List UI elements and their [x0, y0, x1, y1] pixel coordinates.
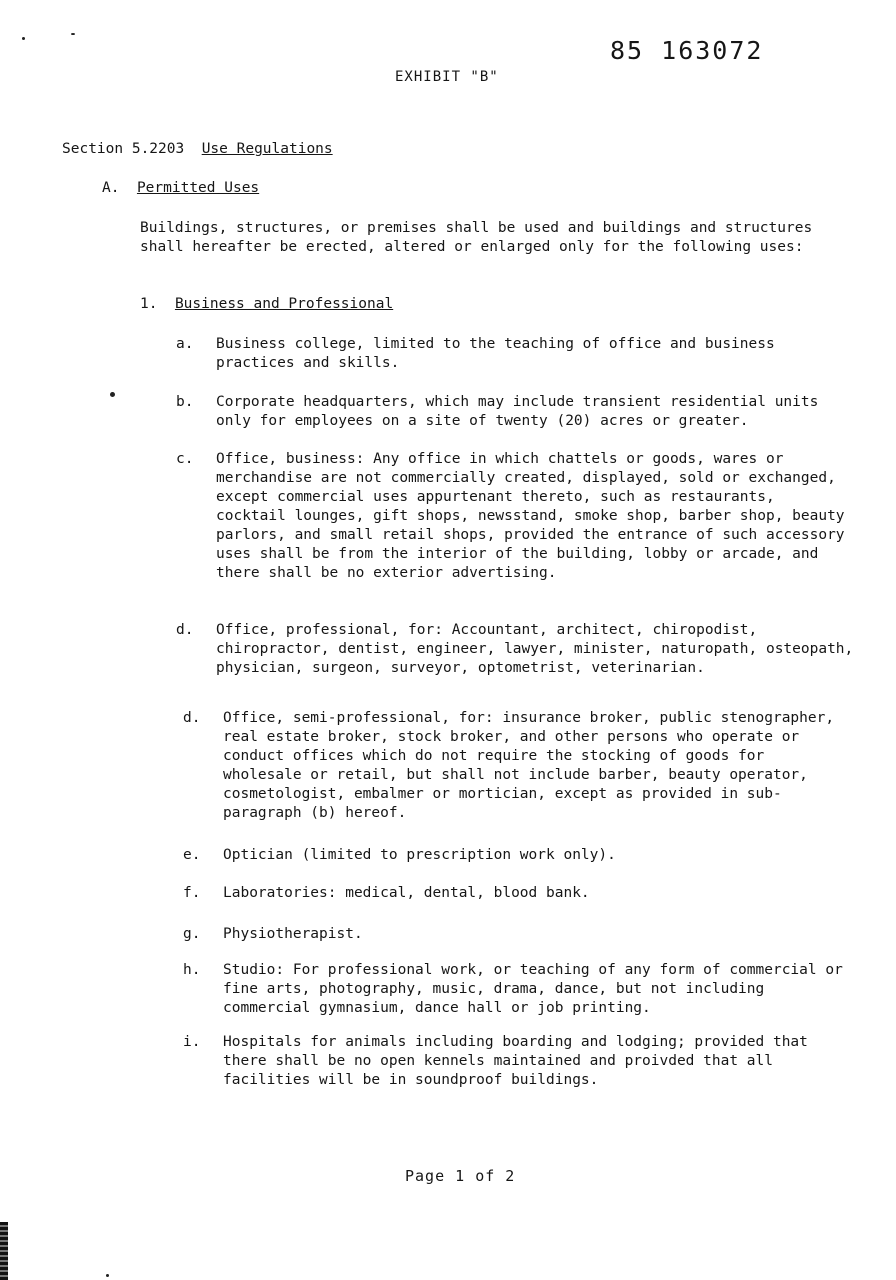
document-number: 85 163072	[610, 36, 764, 65]
list-item	[176, 621, 860, 678]
item-letter: i.	[183, 1034, 201, 1050]
list-item	[183, 884, 843, 903]
item-text: Optician (limited to prescription work only).	[223, 847, 616, 863]
list-item	[176, 335, 826, 373]
item-text: Laboratories: medical, dental, blood bank.	[223, 885, 590, 901]
scan-edge-mark	[0, 1222, 8, 1280]
category-label: 1.	[140, 296, 158, 312]
item-letter: e.	[183, 847, 201, 863]
list-item	[176, 393, 852, 431]
exhibit-title: EXHIBIT "B"	[395, 69, 499, 85]
category-heading	[140, 295, 393, 314]
item-letter: g.	[183, 926, 201, 942]
scan-speck	[22, 37, 25, 40]
list-item	[183, 846, 843, 865]
item-letter: c.	[176, 451, 194, 467]
item-letter: h.	[183, 962, 201, 978]
permitted-uses-heading	[102, 179, 259, 198]
section-number: Section 5.2203	[62, 141, 185, 157]
list-item	[183, 1033, 843, 1090]
list-item	[176, 450, 848, 583]
scan-speck	[106, 1274, 109, 1277]
item-letter: a.	[176, 336, 194, 352]
item-text: Office, professional, for: Accountant, architect, chiropodist, chiropractor, dentist, engineer, lawyer, minister, naturopath, osteopath, physician, surgeon, surveyor, optometrist, veterinarian.	[216, 622, 854, 676]
item-letter: f.	[183, 885, 201, 901]
section-title: Use Regulations	[201, 141, 333, 157]
item-text: Studio: For professional work, or teaching of any form of commercial or fine arts, photography, music, drama, dance, but not including commercial gymnasium, dance hall or job printing.	[223, 962, 843, 1016]
item-text: Corporate headquarters, which may include transient residential units only for employees on a site of twenty (20) acres or greater.	[216, 394, 819, 429]
item-text: Physiotherapist.	[223, 926, 363, 942]
list-item	[183, 961, 843, 1018]
permitted-uses-label: A.	[102, 180, 120, 196]
permitted-uses-intro: Buildings, structures, or premises shall be used and buildings and structures shall hereafter be erected, altered or enlarged only for the following uses:	[140, 220, 813, 255]
item-text: Office, semi-professional, for: insurance broker, public stenographer, real estate broker, stock broker, and other persons who operate or conduct offices which do not require the stocking of goods for wholesale or retail, but shall not include barber, beauty operator, cosmetologist, embalmer or mortician, except as provided in sub-paragraph (b) hereof.	[223, 710, 835, 821]
permitted-uses-title: Permitted Uses	[136, 180, 260, 196]
section-heading	[62, 140, 333, 159]
category-title: Business and Professional	[174, 296, 394, 312]
page-number: Page 1 of 2	[405, 1167, 516, 1185]
item-text: Office, business: Any office in which chattels or goods, wares or merchandise are not commercially created, displayed, sold or exchanged, except commercial uses appurtenant thereto, such as restaurants, cocktail lounges, gift shops, newsstand, smoke shop, barber shop, beauty parlors, and small retail shops, provided the entrance of such accessory uses shall be from the interior of the building, lobby or arcade, and there shall be no exterior advertising.	[216, 451, 845, 581]
scan-speck	[110, 392, 115, 397]
list-item	[183, 709, 847, 823]
item-letter: d.	[183, 710, 201, 726]
list-item	[183, 925, 843, 944]
scan-speck	[71, 33, 75, 35]
item-text: Business college, limited to the teaching of office and business practices and skills.	[216, 336, 775, 371]
item-letter: d.	[176, 622, 194, 638]
item-letter: b.	[176, 394, 194, 410]
item-text: Hospitals for animals including boarding and lodging; provided that there shall be no open kennels maintained and proivded that all facilities will be in soundproof buildings.	[223, 1034, 808, 1088]
